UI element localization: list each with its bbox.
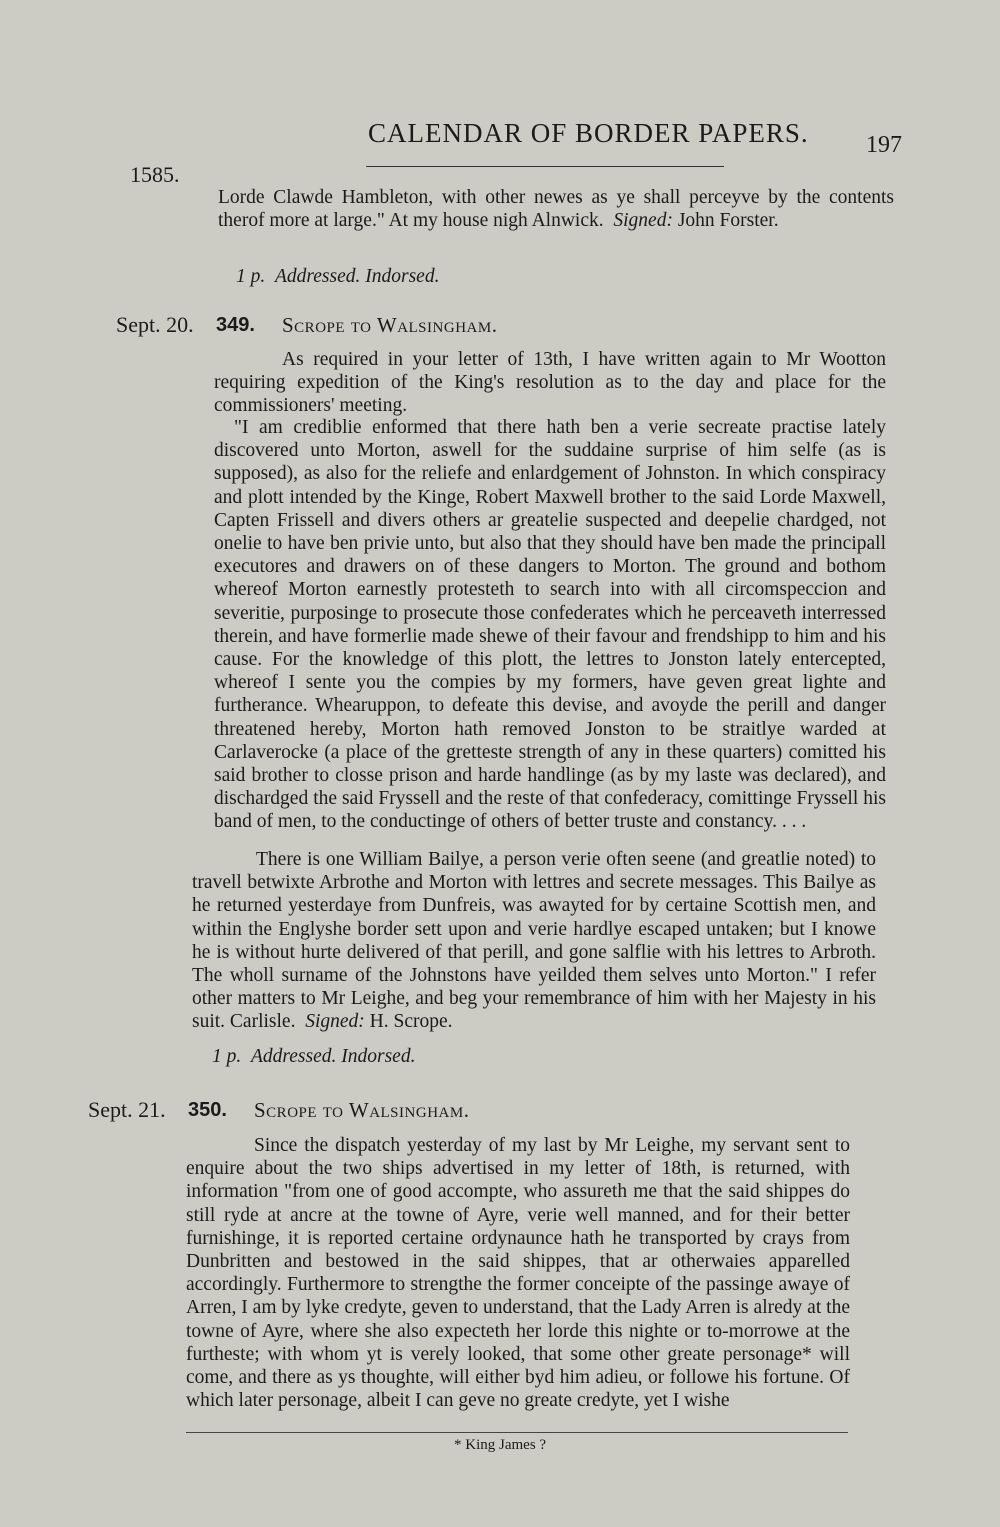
entry-349-heading: Scrope to Walsingham. (282, 313, 498, 337)
continuation-note (236, 266, 439, 288)
entry-350-date: Sept. 21. (88, 1097, 166, 1122)
entry-350-paragraph-1: Since the dispatch yesterday of my last by Mr Leighe, my servant sent to enquire about the two ships advertised in my letter of 18th, is returned, with information "from one of good accompte, who assureth me that the said shippes do still ryde at ancre at the towne of Ayre, verie well manned, and for their better furnishinge, it is reported certaine ordynaunce hath he transported by crays from Dunbritten and bestowed in the said shippes, that ar otherwaies apparelled accordingly. Furthermore to strengthe the former conceipte of the passinge awaye of Arren, I am by lyke credyte, geven to understand, that the Lady Arren is alredy at the towne of Ayre, where she also expecteth her lorde this nighte or to-morrowe at the furtheste; with whom yt is verely looked, that some other greate personage* will come, and there as ys thoughte, will either byd him adieu, or followe his fortune. Of which later personage, albeit I can geve no greate credyte, yet I wishe (186, 1135, 850, 1412)
entry-349-date: Sept. 20. (116, 312, 194, 337)
running-header-title: CALENDAR OF BORDER PAPERS. (368, 118, 809, 148)
header-rule (366, 166, 724, 167)
continuation-paragraph (218, 186, 894, 232)
entry-349-note: 1 p. Addressed. Indorsed. (212, 1046, 416, 1067)
entry-349-signed-label: Signed: (305, 1011, 365, 1033)
entry-350-number: 350. (188, 1099, 227, 1121)
entry-349-paragraph-3: There is one William Bailye, a person verie often seene (and greatlie noted) to travell betwixte Arbrothe and Morton with lettres and secrete messages. This Bailye as he returned yesterdaye from Dunfreis, was awayted for by certaine Scottish men, and within the Englyshe border sett upon and verie hardlye escaped untaken; but I knowe he is without hurte delivered of that perill, and gone salflie with his lettres to Arbroth. The wholl surname of the Johnstons have yeilded them selves unto Morton." I refer other matters to Mr Leighe, and beg your remembrance of him with her Majesty in his suit. Carlisle. Signed: H. Scrope. (192, 849, 876, 1033)
entry-349-paragraph-1: As required in your letter of 13th, I have written again to Mr Wootton requiring expedition of the King's resolution as to the day and place for the commissioners' meeting. (214, 349, 886, 417)
continuation-signed-label: Signed: (613, 210, 673, 232)
footnote: * King James ? (454, 1437, 547, 1453)
continuation-signed-name: John Forster. (677, 210, 779, 232)
entry-349-signed-name: H. Scrope. (369, 1011, 453, 1033)
page-number: 197 (866, 132, 902, 158)
entry-349-paragraph-2: "I am crediblie enformed that there hath ben a verie secreate practise lately discovered unto Morton, aswell for the suddaine surprise of him selfe (as is supposed), as also for the reliefe and enlardgement of Johnston. In which conspiracy and plott intended by the Kinge, Robert Maxwell brother to the said Lorde Maxwell, Capten Frissell and divers others ar greatelie suspected and deepelie chardged, not onelie to have ben privie unto, but also that they should have ben made the principall executores and drawers on of these dangers to Morton. The ground and bothom whereof Morton earnestly protesteth to search into with all circomspeccion and severitie, purposinge to prosecute those confederates which he perceaveth interressed therein, and have formerlie made shewe of their favour and frendshipp to him and his cause. For the knowledge of this plott, the lettres to Jonston lately entercepted, whereof I sente you the compies by my formers, have geven great lighte and furtherance. Whearuppon, to defeate this devise, and avoyde the perill and danger threatened hereby, Morton hath removed Jonston to be straitlye warded at Carlaverocke (a place of the gretteste strength of any in these quarters) comitted his said brother to closse prison and harde handlinge (as by my laste was declared), and dischardged the said Fryssell and the reste of that confederacy, comittinge Fryssell his band of men, to the conductinge of others of better truste and constancy. . . . (214, 417, 886, 833)
year-margin: 1585. (130, 162, 180, 187)
continuation-note-rest: Addressed. Indorsed. (275, 266, 440, 287)
entry-349-number: 349. (216, 314, 255, 336)
continuation-note-pages: 1 p. (236, 266, 266, 287)
continuation-text: Lorde Clawde Hambleton, with other newes as ye shall perceyve by the contents therof more at large." At my house nigh Alnwick. (218, 187, 894, 232)
footnote-rule (186, 1432, 848, 1433)
entry-350-heading: Scrope to Walsingham. (254, 1098, 470, 1122)
